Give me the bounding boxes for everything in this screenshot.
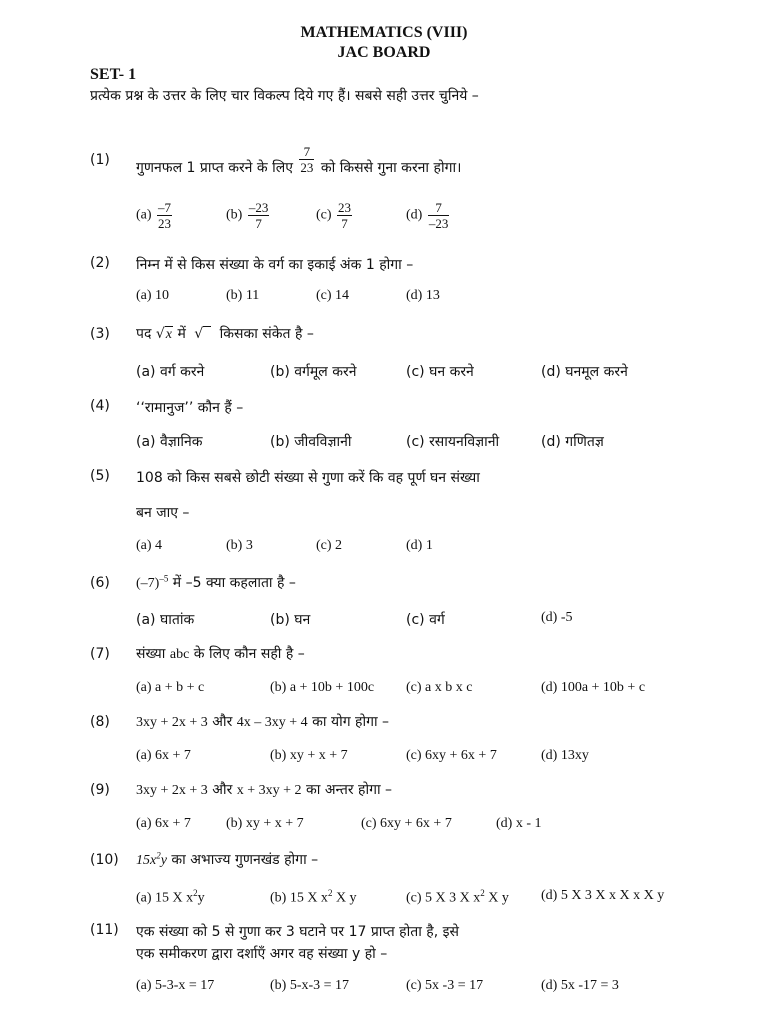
q1-d-num: 7 xyxy=(428,200,450,216)
q1-fraction-denominator: 23 xyxy=(300,160,314,175)
q3-text-part2: में xyxy=(177,326,186,342)
q9-option-a: (a) 6x + 7 xyxy=(136,816,191,831)
q9-option-c: (c) 6xy + 6x + 7 xyxy=(361,816,452,831)
q3-radicand: x xyxy=(165,327,172,342)
question-7-text xyxy=(136,644,305,663)
q11-option-d: (d) 5x -17 = 3 xyxy=(541,978,619,993)
q8-option-c: (c) 6xy + 6x + 7 xyxy=(406,748,497,763)
q10-option-c xyxy=(406,888,509,907)
q10-d-text: (d) 5 X 3 X x X x X y xyxy=(541,888,665,903)
q5-option-c: (c) 2 xyxy=(316,538,343,553)
question-5-line2: बन जाए – xyxy=(136,505,190,521)
q8-text-part: का योग होगा – xyxy=(312,714,390,730)
q9-aur: और xyxy=(212,782,233,798)
sqrt-x-symbol: √x xyxy=(155,326,172,342)
question-8-text xyxy=(136,712,389,731)
q7-option-d: (d) 100a + 10b + c xyxy=(541,680,646,695)
set-label: SET- 1 xyxy=(90,66,137,83)
q7-text-part2: के लिए कौन सही है – xyxy=(193,646,305,662)
q1-c-num: 23 xyxy=(338,200,352,215)
question-11-number: (11) xyxy=(90,922,119,938)
question-1-text xyxy=(136,144,461,175)
question-9-text xyxy=(136,780,392,799)
q8-aur: और xyxy=(212,714,233,730)
q1-fraction-numerator: 7 xyxy=(299,144,314,160)
q8-option-a: (a) 6x + 7 xyxy=(136,748,191,763)
q6-option-c: (c) वर्ग xyxy=(406,612,445,628)
q6-option-d: (d) -5 xyxy=(541,610,573,625)
q8-option-d: (d) 13xy xyxy=(541,748,589,763)
q3-option-b: (b) वर्गमूल करने xyxy=(270,364,357,380)
q7-abc: abc xyxy=(169,647,190,662)
q6-exponent: –5 xyxy=(159,573,169,584)
q1-option-d xyxy=(406,200,451,231)
question-2-number: (2) xyxy=(90,255,110,271)
question-3-text xyxy=(136,324,314,343)
q4-option-b: (b) जीवविज्ञानी xyxy=(270,434,352,450)
q8-expr2: 4x – 3xy + 4 xyxy=(236,715,308,730)
q6-text-part: में –5 क्या कहलाता है – xyxy=(172,575,296,591)
q7-option-c: (c) a x b x c xyxy=(406,680,473,695)
question-6-number: (6) xyxy=(90,575,110,591)
q10-option-a xyxy=(136,888,205,907)
question-10-number: (10) xyxy=(90,852,119,868)
q2-option-b: (b) 11 xyxy=(226,288,260,303)
q1-c-den: 7 xyxy=(341,216,348,231)
question-1-number: (1) xyxy=(90,152,110,168)
q1-option-b xyxy=(226,200,271,231)
q9-text-part: का अन्तर होगा – xyxy=(306,782,393,798)
q1-option-a-label: (a) xyxy=(136,207,152,223)
q10-b-tail: X y xyxy=(332,890,357,906)
q11-option-a: (a) 5-3-x = 17 xyxy=(136,978,215,993)
question-8-number: (8) xyxy=(90,714,110,730)
q1-text-part2: को किससे गुना करना होगा। xyxy=(320,159,462,176)
q11-option-c: (c) 5x -3 = 17 xyxy=(406,978,484,993)
q9-option-b: (b) xy + x + 7 xyxy=(226,816,304,831)
document-title: MATHEMATICS (VIII) xyxy=(300,24,468,41)
q4-option-c: (c) रसायनविज्ञानी xyxy=(406,434,500,450)
question-4-text: ‘‘रामानुज’’ कौन हैं – xyxy=(136,400,244,416)
q1-option-c xyxy=(316,200,354,231)
q10-b-text: (b) 15 X x xyxy=(270,890,328,906)
q3-option-c: (c) घन करने xyxy=(406,364,474,380)
q5-option-d: (d) 1 xyxy=(406,538,433,553)
q10-option-d xyxy=(541,888,664,904)
q2-option-d: (d) 13 xyxy=(406,288,440,303)
q10-a-tail: y xyxy=(197,890,205,906)
sqrt-symbol: √ xyxy=(194,326,211,342)
q10-c-tail: X y xyxy=(484,890,509,906)
q4-option-d: (d) गणितज्ञ xyxy=(541,434,604,450)
q6-option-b: (b) घन xyxy=(270,612,311,628)
q3-text-part1: पद xyxy=(136,326,152,342)
question-4-number: (4) xyxy=(90,398,110,414)
question-10-text xyxy=(136,850,318,869)
question-5-line1: 108 को किस सबसे छोटी संख्या से गुणा करें कि वह पूर्ण घन संख्या xyxy=(136,470,480,486)
q3-text-part3: किसका संकेत है – xyxy=(219,326,314,342)
q6-option-a: (a) घातांक xyxy=(136,612,195,628)
q1-option-b-label: (b) xyxy=(226,207,243,223)
q2-option-c: (c) 14 xyxy=(316,288,350,303)
q1-text-part1: गुणनफल 1 प्राप्त करने के लिए xyxy=(136,159,293,176)
question-3-number: (3) xyxy=(90,326,110,342)
question-9-number: (9) xyxy=(90,782,110,798)
q10-term-y: y xyxy=(160,853,167,868)
question-11-line1: एक संख्या को 5 से गुणा कर 3 घटाने पर 17 प्राप्त होता है, इसे xyxy=(136,924,459,940)
question-5-number: (5) xyxy=(90,468,110,484)
board-name: JAC BOARD xyxy=(337,44,431,61)
q1-option-a xyxy=(136,200,174,231)
q2-option-a: (a) 10 xyxy=(136,288,170,303)
q4-option-a: (a) वैज्ञानिक xyxy=(136,434,203,450)
q5-option-a: (a) 4 xyxy=(136,538,163,553)
q9-expr2: x + 3xy + 2 xyxy=(236,783,302,798)
instructions: प्रत्येक प्रश्न के उत्तर के लिए चार विकल्प दिये गए हैं। सबसे सही उत्तर चुनिये – xyxy=(90,88,479,104)
q8-expr1: 3xy + 2x + 3 xyxy=(136,715,208,730)
question-6-text xyxy=(136,573,296,592)
question-7-number: (7) xyxy=(90,646,110,662)
q6-base: (–7) xyxy=(136,576,160,591)
q9-option-d: (d) x - 1 xyxy=(496,816,542,831)
q1-option-c-label: (c) xyxy=(316,207,332,223)
q10-term xyxy=(136,850,167,868)
q1-a-num: –7 xyxy=(158,200,172,215)
question-2-text: निम्न में से किस संख्या के वर्ग का इकाई अंक 1 होगा – xyxy=(136,257,414,273)
q7-option-a: (a) a + b + c xyxy=(136,680,205,695)
q11-option-b: (b) 5-x-3 = 17 xyxy=(270,978,350,993)
q10-a-text: (a) 15 X x xyxy=(136,890,194,906)
q10-b-sup: 2 xyxy=(327,888,333,898)
q10-a-sup: 2 xyxy=(193,888,198,898)
q1-a-den: 23 xyxy=(158,216,172,231)
q1-option-d-label: (d) xyxy=(406,207,423,223)
q10-c-sup: 2 xyxy=(480,888,485,898)
q3-option-a: (a) वर्ग करने xyxy=(136,364,205,380)
q10-text-part: का अभाज्य गुणनखंड होगा – xyxy=(171,852,319,868)
q7-option-b: (b) a + 10b + 100c xyxy=(270,680,375,695)
q3-option-d: (d) घनमूल करने xyxy=(541,364,628,380)
q7-text-part1: संख्या xyxy=(136,646,166,662)
question-11-line2: एक समीकरण द्वारा दर्शाएँ अगर वह संख्या y हो – xyxy=(136,946,388,962)
q10-term-base: 15x xyxy=(136,853,157,868)
q1-b-num: –23 xyxy=(248,200,269,215)
q8-option-b: (b) xy + x + 7 xyxy=(270,748,348,763)
q10-term-exponent: 2 xyxy=(156,850,161,861)
q1-d-den: –23 xyxy=(428,216,449,231)
q10-option-b xyxy=(270,888,357,907)
q1-fraction xyxy=(299,144,314,175)
q1-b-den: 7 xyxy=(255,216,262,231)
q10-c-text: (c) 5 X 3 X x xyxy=(406,890,481,906)
q9-expr1: 3xy + 2x + 3 xyxy=(136,783,208,798)
q5-option-b: (b) 3 xyxy=(226,538,253,553)
